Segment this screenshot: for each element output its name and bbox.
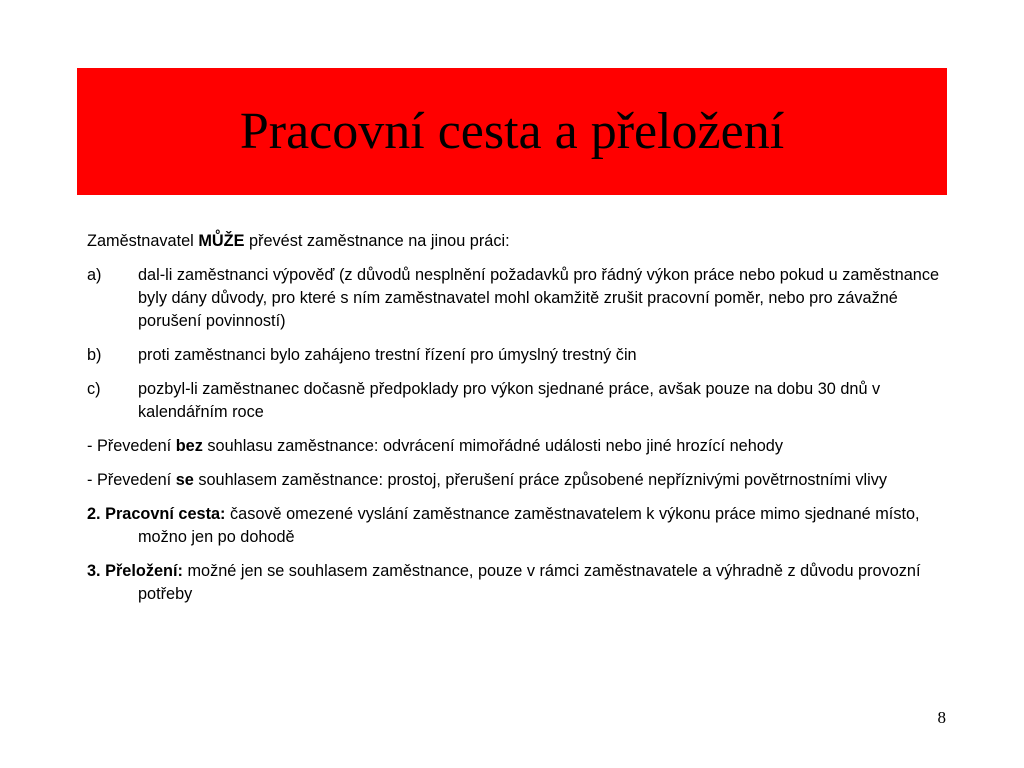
transfer-with-consent xyxy=(87,469,947,492)
list-marker: c) xyxy=(87,380,101,398)
intro-prefix: Zaměstnavatel xyxy=(87,232,199,250)
intro-paragraph xyxy=(87,230,947,253)
relocation-text: možné jen se souhlasem zaměstnance, pouze v rámci zaměstnavatele a výhradně z důvodu provozní potřeby xyxy=(138,562,921,603)
intro-suffix: převést zaměstnance na jinou práci: xyxy=(244,232,510,250)
list-marker: a) xyxy=(87,266,102,284)
list-text: proti zaměstnanci bylo zahájeno trestní řízení pro úmyslný trestný čin xyxy=(138,346,637,364)
transfer-with-emphasis: se xyxy=(175,471,194,489)
business-trip-text: časově omezené vyslání zaměstnance zaměstnavatelem k výkonu práce mimo sjednané místo, možno jen po dohodě xyxy=(138,505,920,546)
slide-title: Pracovní cesta a přeložení xyxy=(239,103,785,160)
list-item-a xyxy=(87,264,947,333)
relocation-label: 3. Přeložení: xyxy=(87,562,183,580)
transfer-without-prefix: - Převedení xyxy=(87,437,176,455)
transfer-with-suffix: souhlasem zaměstnance: prostoj, přerušení práce způsobené nepříznivými povětrnostními vlivy xyxy=(193,471,888,489)
intro-emphasis: MŮŽE xyxy=(198,232,245,250)
page-number: 8 xyxy=(937,708,946,727)
business-trip-label: 2. Pracovní cesta: xyxy=(87,505,226,523)
business-trip-paragraph xyxy=(87,503,947,549)
transfer-without-emphasis: bez xyxy=(175,437,203,455)
list-item-b xyxy=(87,344,947,367)
transfer-without-consent xyxy=(87,435,947,458)
slide-content xyxy=(87,230,947,617)
list-item-c xyxy=(87,378,947,424)
relocation-paragraph xyxy=(87,560,947,606)
title-banner xyxy=(77,68,947,195)
list-text: dal-li zaměstnanci výpověď (z důvodů nesplnění požadavků pro řádný výkon práce nebo pokud u zaměstnance byly dány důvody, pro které s ním zaměstnavatel mohl okamžitě zrušit pracovní poměr, nebo pro závažné porušení povinností) xyxy=(138,266,940,330)
transfer-with-prefix: - Převedení xyxy=(87,471,176,489)
list-text: pozbyl-li zaměstnanec dočasně předpoklady pro výkon sjednané práce, avšak pouze na dobu 30 dnů v kalendářním roce xyxy=(138,380,881,421)
list-marker: b) xyxy=(87,346,102,364)
transfer-without-suffix: souhlasu zaměstnance: odvrácení mimořádné události nebo jiné hrozící nehody xyxy=(202,437,783,455)
